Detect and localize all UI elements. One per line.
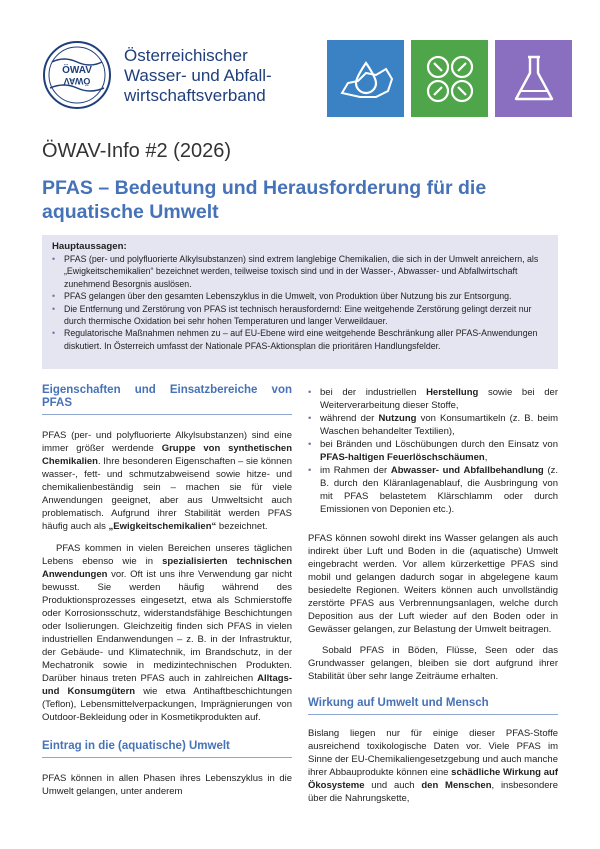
summary-item: • PFAS gelangen über den gesamten Lebenszyklus in die Umwelt, von Produktion über Nutzung bis zur Entsorgung.	[52, 290, 548, 302]
recycling-arrows-icon	[411, 40, 488, 117]
entry-list	[308, 386, 558, 516]
org-name-line3: wirtschaftsverband	[124, 86, 266, 105]
org-name-line2: Wasser- und Abfall-	[124, 66, 272, 85]
summary-item: • Die Entfernung und Zerstörung von PFAS ist technisch herausfordernd: Eine weitgehende Zerstörung gelingt derzeit nur durch thermische Oxidation bei sehr hohen Temperaturen und langer Verweildauer.	[52, 303, 548, 328]
logo-text-top: ÖWAV	[62, 65, 92, 76]
summary-item: • PFAS (per- und polyfluorierte Alkylsubstanzen) sind extrem langlebige Chemikalien, die sich in der Umwelt anreichern, als „Ewigkeitschemikalien“ bezeichnet werden, teilweise toxisch sind und in der Wasser-, Abwasser- und Abfallwirtschaft zunehmend Besorgnis auslösen.	[52, 253, 548, 290]
lab-flask-icon	[495, 40, 572, 117]
water-drop-austria-icon	[327, 40, 404, 117]
summary-list	[52, 253, 548, 352]
org-name	[124, 46, 272, 106]
section-heading-entry: Eintrag in die (aquatische) Umwelt	[42, 740, 230, 752]
section-heading-effects: Wirkung auf Umwelt und Mensch	[308, 697, 489, 709]
paragraph: PFAS kommen in vielen Bereichen unseres täglichen Lebens ebenso wie in spezialisierten technischen Anwendungen vor. Oft ist uns ihre Verwendung gar nicht bewusst. Sie werden häufig während des Produktionsprozesses eingesetzt, etwa als Schmierstoffe oder Korrosionsschutz, widerstandsfähige Beschichtungen oder Isolierungen. Gleichzeitig finden sich PFAS in vielen industriellen Endanwendungen – z. B. in der Infrastruktur, der Gebäude- und Klimatechnik, im Brandschutz, in der Mechatronik sowie in medizintechnischen Produkten. Darüber hinaus treten PFAS auch in zahlreichen Alltags- und Konsumgütern wie etwa Antihaftbeschichtungen (Teflon), Lebensmittelverpackungen, Imprägnierungen von Outdoor-Bekleidung oder in Kosmetikprodukten auf.	[42, 543, 293, 723]
summary-box	[42, 235, 558, 369]
right-column	[308, 386, 558, 805]
owav-logo	[42, 40, 112, 110]
list-item: • bei der industriellen Herstellung sowie bei der Weiterverarbeitung dieser Stoffe,	[308, 386, 558, 412]
summary-item: • Regulatorische Maßnahmen nehmen zu – auf EU-Ebene wird eine weitgehende Beschränkung aller PFAS-Anwendungen diskutiert. In Österreich umfasst der Nationale PFAS-Aktionsplan die prioritären Handlungsfelder.	[52, 327, 548, 352]
page-title: PFAS – Bedeutung und Herausforderung für die aquatische Umwelt	[42, 177, 487, 223]
summary-heading: Hauptaussagen:	[52, 241, 127, 252]
paragraph: PFAS können in allen Phasen ihres Lebenszyklus in die Umwelt gelangen, unter anderem	[42, 773, 292, 797]
info-number: ÖWAV-Info #2 (2026)	[42, 140, 231, 162]
org-name-line1: Österreichischer	[124, 46, 248, 65]
section-rule	[308, 714, 558, 715]
paragraph: PFAS können sowohl direkt ins Wasser gelangen als auch indirekt über Luft und Boden in die (aquatische) Umwelt eingebracht werden. Vor allem kürzerkettige PFAS sind mobil und gelangen dadurch sogar in abgelegene kaum besiedelte Regionen. Weiters können auch unvollständig zerstörte PFAS aus Verbrennungsanlagen, welche durch Deposition aus der Luft wieder auf den Boden oder in Gewässer gelangen, zur Belastung der Umwelt beitragen.	[308, 533, 558, 635]
list-item: • im Rahmen der Abwasser- und Abfallbehandlung (z. B. durch den Kläranlagenablauf, die Ausbringung von mit PFAS belastetem Klärschlamm oder durch Emissionen von Deponien etc.).	[308, 464, 558, 516]
section-rule	[42, 757, 292, 758]
list-item: • während der Nutzung von Konsumartikeln (z. B. beim Waschen behandelter Textilien),	[308, 412, 558, 438]
paragraph: PFAS (per- und polyfluorierte Alkylsubstanzen) sind eine immer größer werdende Gruppe von synthetischen Chemikalien. Ihre besonderen Eigenschaften – sie können wasser-, fett- und schmutzabweisend sowie hitze- und chemikalienbeständig sein – machen sie für viele Anwendungen geeignet, aber aus Umweltsicht auch problematisch. Aufgrund ihrer Stabilität werden PFAS häufig auch als „Ewigkeitschemikalien“ bezeichnet.	[42, 430, 292, 532]
paragraph: Bislang liegen nur für einige dieser PFAS-Stoffe ausreichend toxikologische Daten vor. Viele PFAS im Sinne der EU-Chemikaliengesetzgebung und auch manche ihrer Abbauprodukte können eine schädliche Wirkung auf Ökosysteme und auch den Menschen, insbesondere über die Nahrungskette,	[308, 728, 558, 804]
section-heading-properties: Eigenschaften und Einsatzbereiche von PFAS	[42, 384, 292, 409]
paragraph: Sobald PFAS in Böden, Flüsse, Seen oder das Grundwasser gelangen, bleiben sie dort aufgrund ihrer Stabilität über sehr lange Zeiträume erhalten.	[308, 645, 558, 682]
topic-icons	[327, 40, 572, 117]
list-item: • bei Bränden und Löschübungen durch den Einsatz von PFAS-haltigen Feuerlöschschäumen,	[308, 438, 558, 464]
left-column	[42, 384, 292, 798]
logo-text-bottom: ÖWAV	[63, 76, 91, 86]
section-rule	[42, 414, 292, 415]
